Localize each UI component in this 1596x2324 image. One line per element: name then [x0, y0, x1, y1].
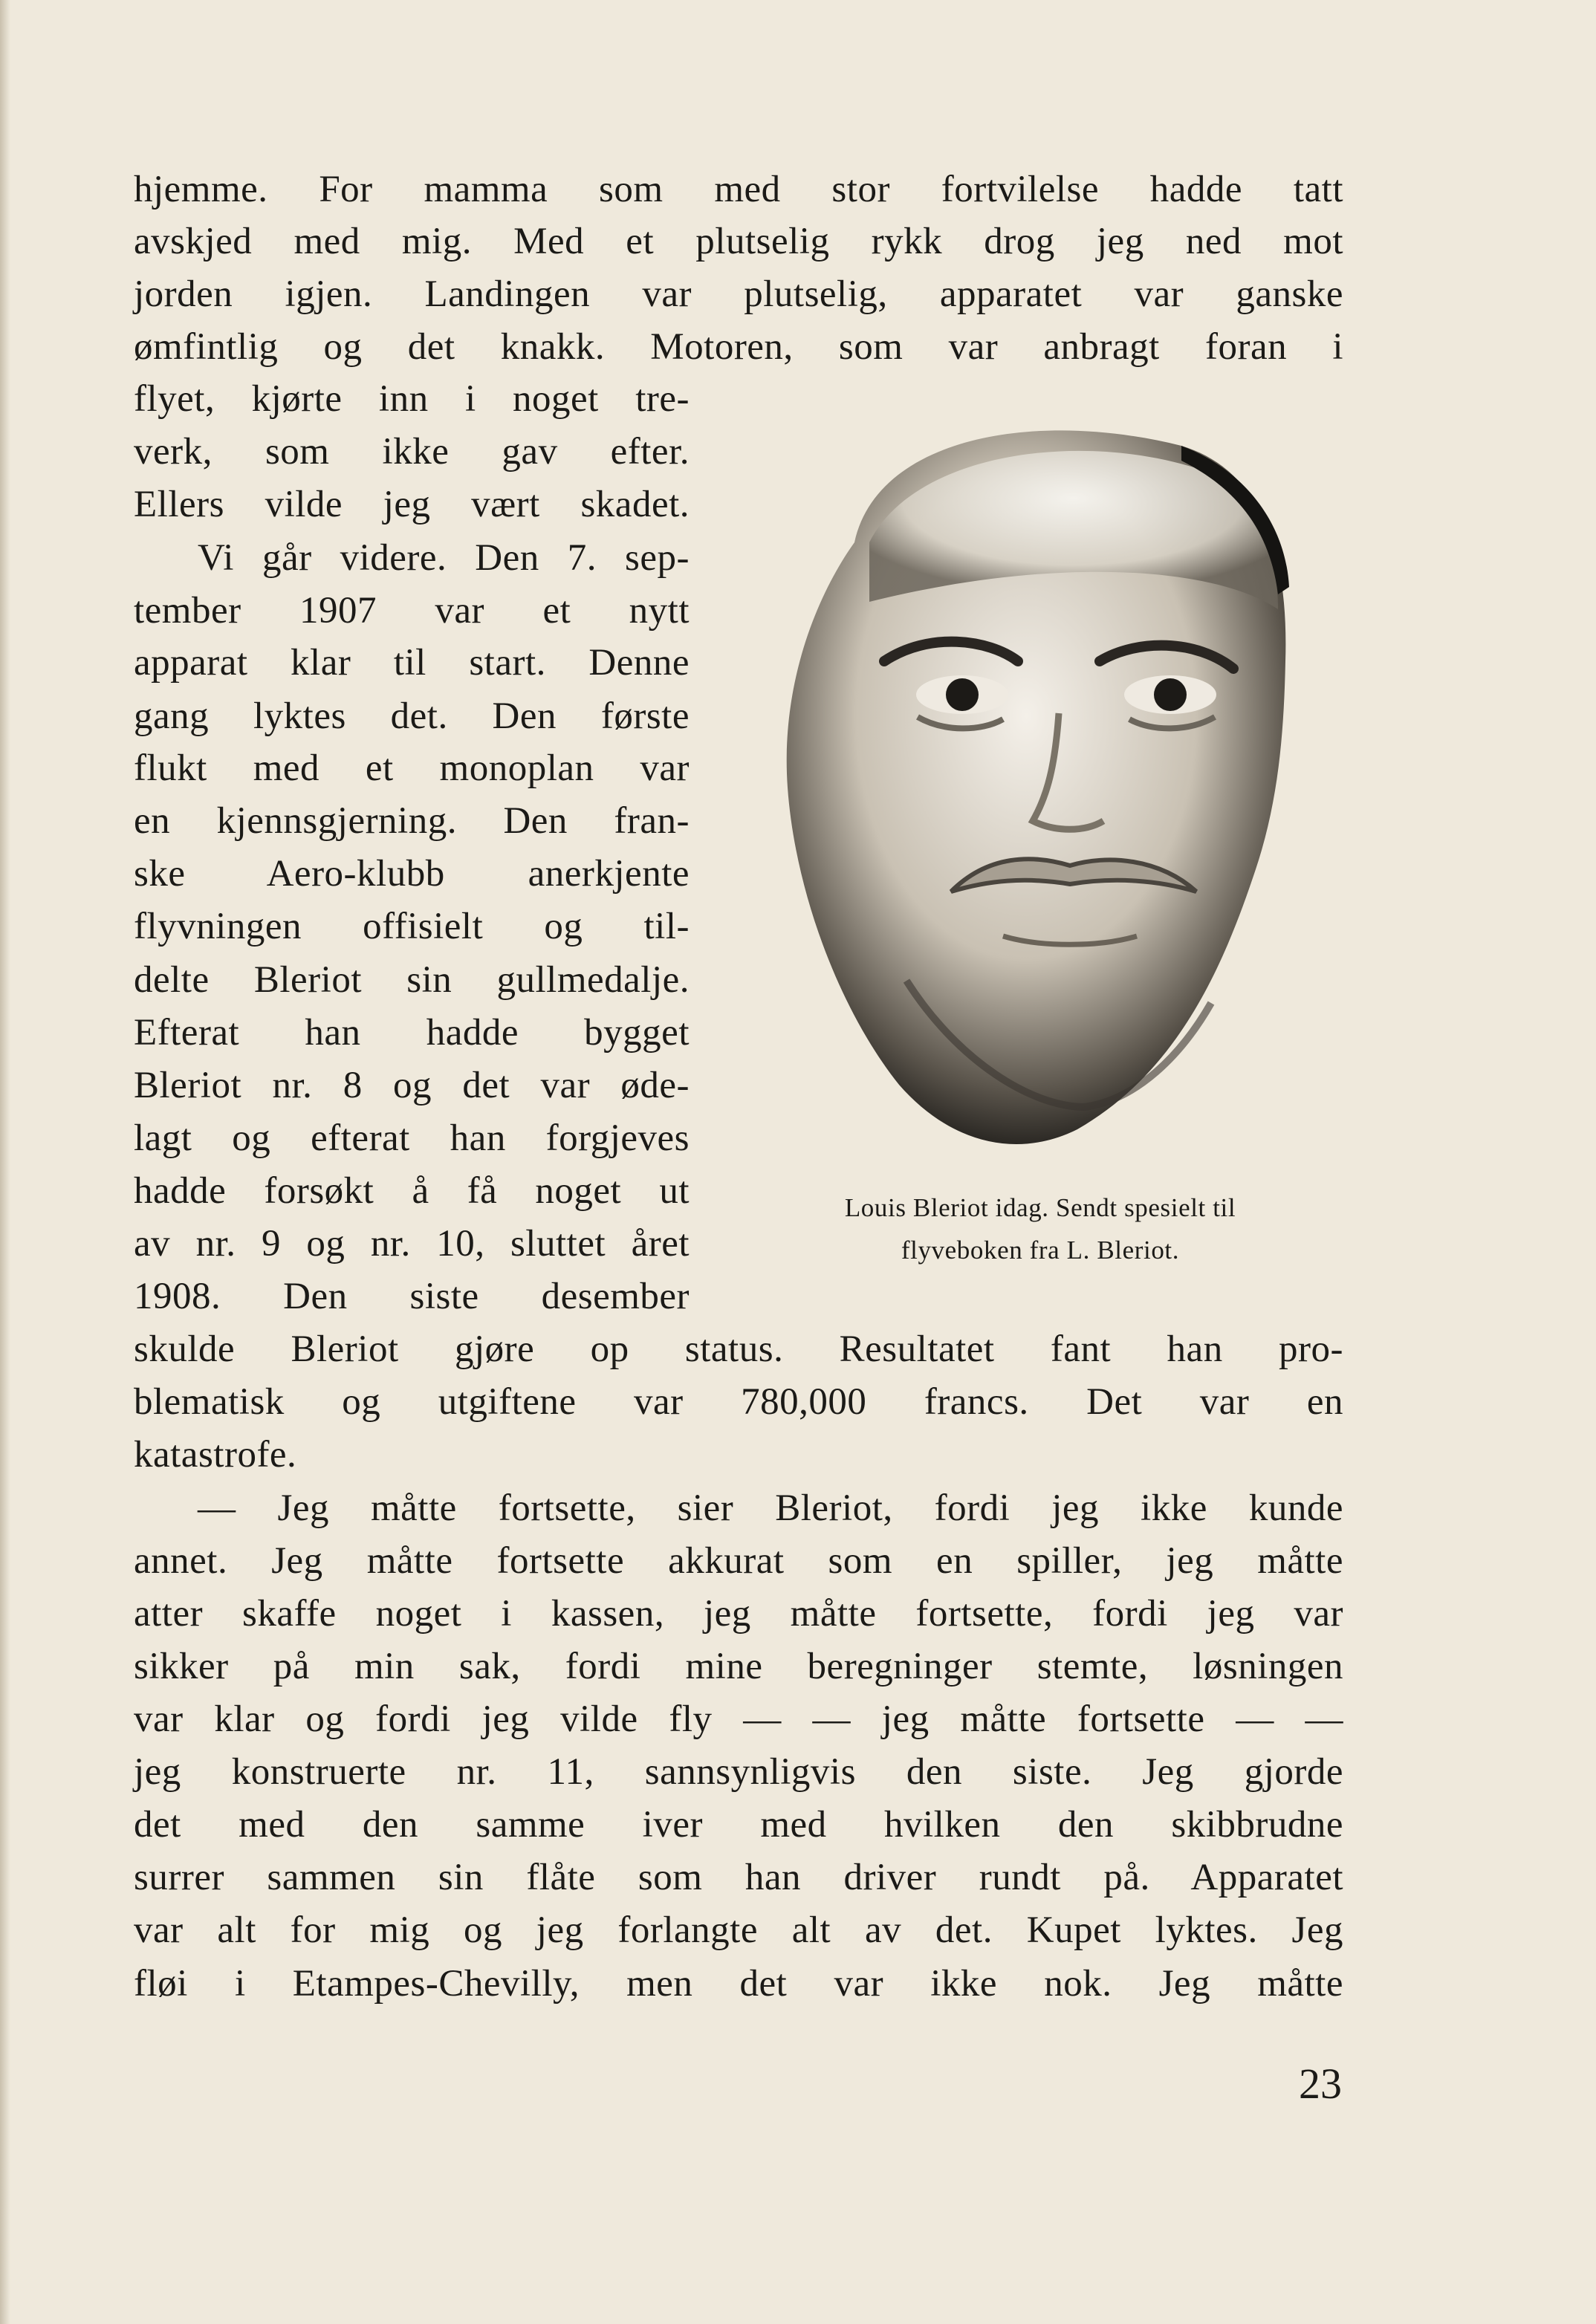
text-line: jeg konstruerte nr. 11, sannsynligvis den siste. Jeg gjorde [134, 1751, 1343, 1793]
text-line: ske Aero-klubb anerkjente [134, 853, 690, 895]
text-line: tember 1907 var et nytt [134, 590, 690, 632]
text-line: hadde forsøkt å få noget ut [134, 1170, 690, 1212]
text-line: annet. Jeg måtte fortsette akkurat som en spiller, jeg måtte [134, 1540, 1343, 1582]
text-line: flyet, kjørte inn i noget tre- [134, 378, 690, 420]
text-line: skulde Bleriot gjøre op status. Resultatet fant han pro- [134, 1328, 1343, 1370]
text-line: katastrofe. [134, 1434, 297, 1476]
text-line: 1908. Den siste desember [134, 1276, 690, 1317]
text-line: gang lyktes det. Den første [134, 695, 690, 737]
text-line: Bleriot nr. 8 og det var øde- [134, 1065, 690, 1106]
photo-caption-line-2: flyveboken fra L. Bleriot. [901, 1236, 1180, 1265]
text-line: hjemme. For mamma som med stor fortvilelse hadde tatt [134, 169, 1343, 210]
text-line: flukt med et monoplan var [134, 747, 690, 789]
photo-caption-line-1: Louis Bleriot idag. Sendt spesielt til [844, 1193, 1236, 1222]
text-line: av nr. 9 og nr. 10, sluttet året [134, 1223, 690, 1265]
text-line: Efterat han hadde bygget [134, 1012, 690, 1054]
text-line: en kjennsgjerning. Den fran- [134, 800, 690, 842]
page-edge [0, 0, 10, 2324]
text-line: var klar og fordi jeg vilde fly — — jeg måtte fortsette — — [134, 1698, 1343, 1740]
text-line: blematisk og utgiftene var 780,000 francs. Det var en [134, 1381, 1343, 1423]
text-line: lagt og efterat han forgjeves [134, 1117, 690, 1159]
text-line: avskjed med mig. Med et plutselig rykk drog jeg ned mot [134, 221, 1343, 262]
text-line: atter skaffe noget i kassen, jeg måtte fortsette, fordi jeg var [134, 1593, 1343, 1635]
text-line: det med den samme iver med hvilken den skibbrudne [134, 1804, 1343, 1846]
page-number: 23 [1299, 2060, 1342, 2108]
portrait-photo [765, 416, 1315, 1159]
text-line: flyvningen offisielt og til- [134, 906, 690, 947]
text-line: jorden igjen. Landingen var plutselig, apparatet var ganske [134, 273, 1343, 315]
text-line: surrer sammen sin flåte som han driver rundt på. Apparatet [134, 1857, 1343, 1898]
text-line: — Jeg måtte fortsette, sier Bleriot, fordi jeg ikke kunde [198, 1487, 1343, 1529]
text-line: apparat klar til start. Denne [134, 642, 690, 684]
text-line: Vi går videre. Den 7. sep- [198, 537, 690, 579]
text-line: Ellers vilde jeg vært skadet. [134, 484, 690, 525]
text-line: sikker på min sak, fordi mine beregninger stemte, løsningen [134, 1646, 1343, 1687]
text-line: verk, som ikke gav efter. [134, 431, 690, 473]
text-line: ømfintlig og det knakk. Motoren, som var anbragt foran i [134, 326, 1343, 368]
text-line: var alt for mig og jeg forlangte alt av det. Kupet lyktes. Jeg [134, 1909, 1343, 1951]
text-line: delte Bleriot sin gullmedalje. [134, 959, 690, 1001]
text-line: fløi i Etampes-Chevilly, men det var ikke nok. Jeg måtte [134, 1963, 1343, 2005]
